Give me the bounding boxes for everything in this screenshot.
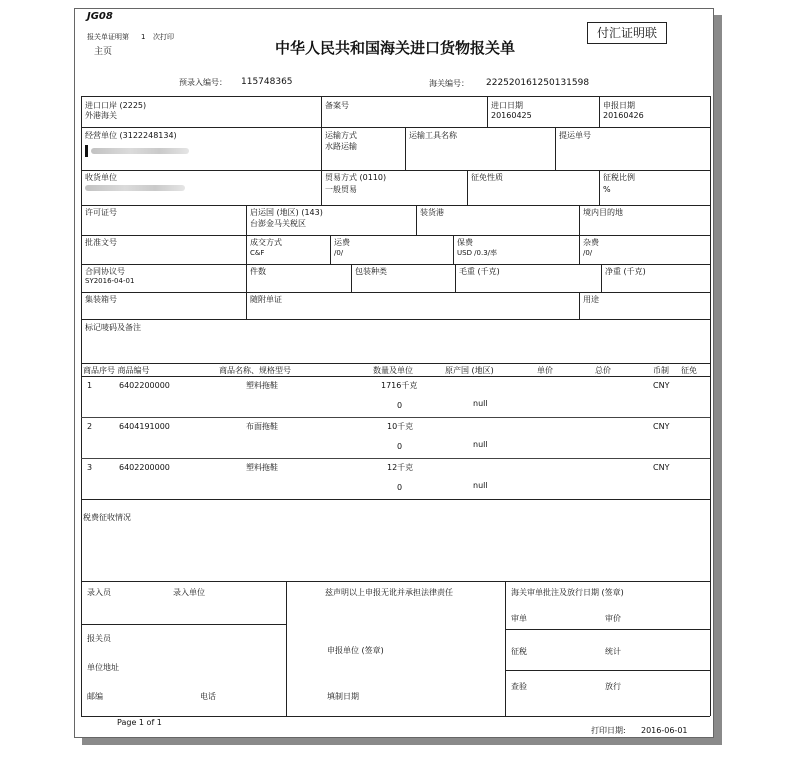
print-date-label: 打印日期:: [591, 726, 626, 735]
rule: [246, 205, 247, 235]
fill-date-label: 填制日期: [327, 692, 359, 701]
row-code: 6402200000: [119, 381, 170, 390]
entry-clerk-label: 录入员: [87, 588, 111, 597]
declaration-statement: 兹声明以上申报无讹并承担法律责任: [325, 588, 453, 597]
rule: [81, 127, 710, 128]
goods-header-unit-price: 单价: [537, 366, 553, 375]
declare-date-value: 20160426: [603, 111, 644, 120]
rule: [505, 581, 506, 716]
row-qty: 10千克: [387, 422, 414, 431]
rule: [81, 581, 710, 582]
freight-label: 运费: [334, 238, 350, 247]
pieces-label: 件数: [250, 267, 266, 276]
goods-header-origin: 原产国 (地区): [445, 366, 494, 375]
home-link[interactable]: 主页: [94, 47, 113, 57]
misc-label: 杂费: [583, 238, 599, 247]
rule: [555, 127, 556, 170]
declare-unit-label: 申报单位 (签章): [327, 646, 384, 655]
rule: [81, 363, 710, 364]
rule: [579, 235, 580, 264]
package-label: 包装种类: [355, 267, 387, 276]
row-name: 布面拖鞋: [246, 422, 278, 431]
row-qty2: 0: [397, 483, 403, 492]
transport-mode-label: 运输方式: [325, 131, 357, 140]
rule: [351, 264, 352, 292]
rule: [81, 458, 710, 459]
goods-header-exempt: 征免: [681, 366, 697, 375]
goods-header-currency: 币制: [653, 366, 669, 375]
rule: [81, 624, 286, 625]
rule: [505, 629, 710, 630]
receiver-label: 收货单位: [85, 173, 117, 182]
rule: [81, 235, 710, 236]
row-qty2: 0: [397, 401, 403, 410]
rule: [601, 264, 602, 292]
entry-unit-label: 录入单位: [173, 588, 205, 597]
row-currency: CNY: [653, 381, 670, 390]
row-qty: 1716千克: [381, 381, 418, 390]
gross-weight-label: 毛重 (千克): [459, 267, 500, 276]
rule: [455, 264, 456, 292]
payment-certificate-stamp: 付汇证明联: [587, 22, 667, 44]
customs-declaration-form: [74, 8, 714, 738]
record-no-label: 备案号: [325, 101, 349, 110]
form-code: JG08: [87, 11, 113, 22]
row-qty2: 0: [397, 442, 403, 451]
tax-ratio-label: 征税比例: [603, 173, 635, 182]
rule: [405, 127, 406, 170]
rule: [599, 170, 600, 205]
docs-label: 随附单证: [250, 295, 282, 304]
row-code: 6402200000: [119, 463, 170, 472]
approval-section-label: 海关审单批注及放行日期 (签章): [511, 588, 624, 597]
rule: [246, 235, 247, 264]
deal-mode-label: 成交方式: [250, 238, 282, 247]
import-port-value: 外港海关: [85, 111, 117, 120]
rule: [321, 170, 322, 205]
rule: [81, 716, 710, 717]
bill-no-label: 提运单号: [559, 131, 591, 140]
misc-value: /0/: [583, 249, 593, 257]
row-code: 6404191000: [119, 422, 170, 431]
usage-label: 用途: [583, 295, 599, 304]
rule: [81, 499, 710, 500]
rule: [505, 670, 710, 671]
rule: [321, 96, 322, 127]
declare-date-label: 申报日期: [603, 101, 635, 110]
rule: [416, 205, 417, 235]
print-date-value: 2016-06-01: [641, 726, 688, 735]
container-label: 集装箱号: [85, 295, 117, 304]
print-count: 次打印: [153, 33, 174, 41]
rule: [487, 96, 488, 127]
rule: [579, 292, 580, 319]
insurance-value: USD /0.3/率: [457, 249, 498, 257]
phone-label: 电话: [200, 692, 216, 701]
rule: [81, 96, 710, 97]
redaction-mark: [85, 145, 88, 157]
rule: [330, 235, 331, 264]
row-currency: CNY: [653, 422, 670, 431]
frame-right: [710, 96, 711, 716]
contract-value: SY2016-04-01: [85, 277, 135, 285]
rule: [321, 127, 322, 170]
rule: [81, 319, 710, 320]
rule: [81, 376, 710, 377]
insurance-label: 保费: [457, 238, 473, 247]
marks-label: 标记唛码及备注: [85, 323, 141, 332]
redacted-receiver-name: [85, 185, 185, 191]
redacted-operator-name: [91, 148, 189, 154]
page-info: Page 1 of 1: [117, 718, 162, 727]
rule: [81, 264, 710, 265]
row-name: 塑料拖鞋: [246, 381, 278, 390]
destination-label: 境内目的地: [583, 208, 623, 217]
page-title: 中华人民共和国海关进口货物报关单: [274, 39, 515, 57]
row-seq: 2: [87, 422, 93, 431]
tax-ratio-value: %: [603, 185, 611, 194]
rule: [81, 170, 710, 171]
cert-line-label: 报关单证明第: [87, 33, 129, 41]
loading-port-label: 装货港: [420, 208, 444, 217]
origin-country-value: 台澎金马关税区: [250, 219, 306, 228]
transport-name-label: 运输工具名称: [409, 131, 457, 140]
import-date-value: 20160425: [491, 111, 532, 120]
unit-address-label: 单位地址: [87, 663, 119, 672]
goods-header-total: 总价: [595, 366, 611, 375]
declarant-label: 报关员: [87, 634, 111, 643]
freight-value: /0/: [334, 249, 344, 257]
trade-mode-label: 贸易方式 (0110): [325, 173, 387, 182]
row-name: 塑料拖鞋: [246, 463, 278, 472]
approval-label: 批准文号: [85, 238, 117, 247]
import-date-label: 进口日期: [491, 101, 523, 110]
postcode-label: 邮编: [87, 692, 103, 701]
deal-mode-value: C&F: [250, 249, 265, 257]
tax-status-label: 税费征收情况: [83, 513, 131, 522]
goods-header-name: 商品名称、规格型号: [219, 366, 291, 375]
customs-number-label: 海关编号：: [429, 79, 469, 88]
inspection-label: 查验: [511, 682, 527, 691]
rule: [286, 581, 287, 716]
transport-mode-value: 水路运输: [325, 142, 357, 151]
row-origin: null: [473, 481, 488, 490]
rule: [467, 170, 468, 205]
contract-label: 合同协议号: [85, 267, 125, 276]
rule: [246, 264, 247, 292]
customs-number: 222520161250131598: [486, 78, 590, 88]
goods-header-qty: 数量及单位: [373, 366, 413, 375]
rule: [81, 417, 710, 418]
frame-left: [81, 96, 82, 716]
rule: [246, 292, 247, 319]
tax-collect-label: 征税: [511, 647, 527, 656]
license-label: 许可证号: [85, 208, 117, 217]
row-origin: null: [473, 399, 488, 408]
import-port-label: 进口口岸 (2225): [85, 101, 147, 110]
row-seq: 3: [87, 463, 93, 472]
prerecord-label: 预录入编号：: [179, 78, 227, 87]
goods-header-seq-code: 商品序号 商品编号: [83, 366, 150, 375]
row-origin: null: [473, 440, 488, 449]
release-label: 放行: [605, 682, 621, 691]
rule: [453, 235, 454, 264]
pricing-label: 审价: [605, 614, 621, 623]
rule: [599, 96, 600, 127]
tax-nature-label: 征免性质: [471, 173, 503, 182]
trade-mode-value: 一般贸易: [325, 185, 357, 194]
net-weight-label: 净重 (千克): [605, 267, 646, 276]
review-label: 审单: [511, 614, 527, 623]
row-seq: 1: [87, 381, 93, 390]
prerecord-number: 115748365: [241, 77, 293, 87]
rule: [81, 292, 710, 293]
row-qty: 12千克: [387, 463, 414, 472]
statistics-label: 统计: [605, 647, 621, 656]
cert-number: 1: [141, 33, 146, 41]
row-currency: CNY: [653, 463, 670, 472]
operator-label: 经营单位 (3122248134): [85, 131, 177, 140]
rule: [579, 205, 580, 235]
rule: [81, 205, 710, 206]
origin-country-label: 启运国 (地区) (143): [250, 208, 323, 217]
